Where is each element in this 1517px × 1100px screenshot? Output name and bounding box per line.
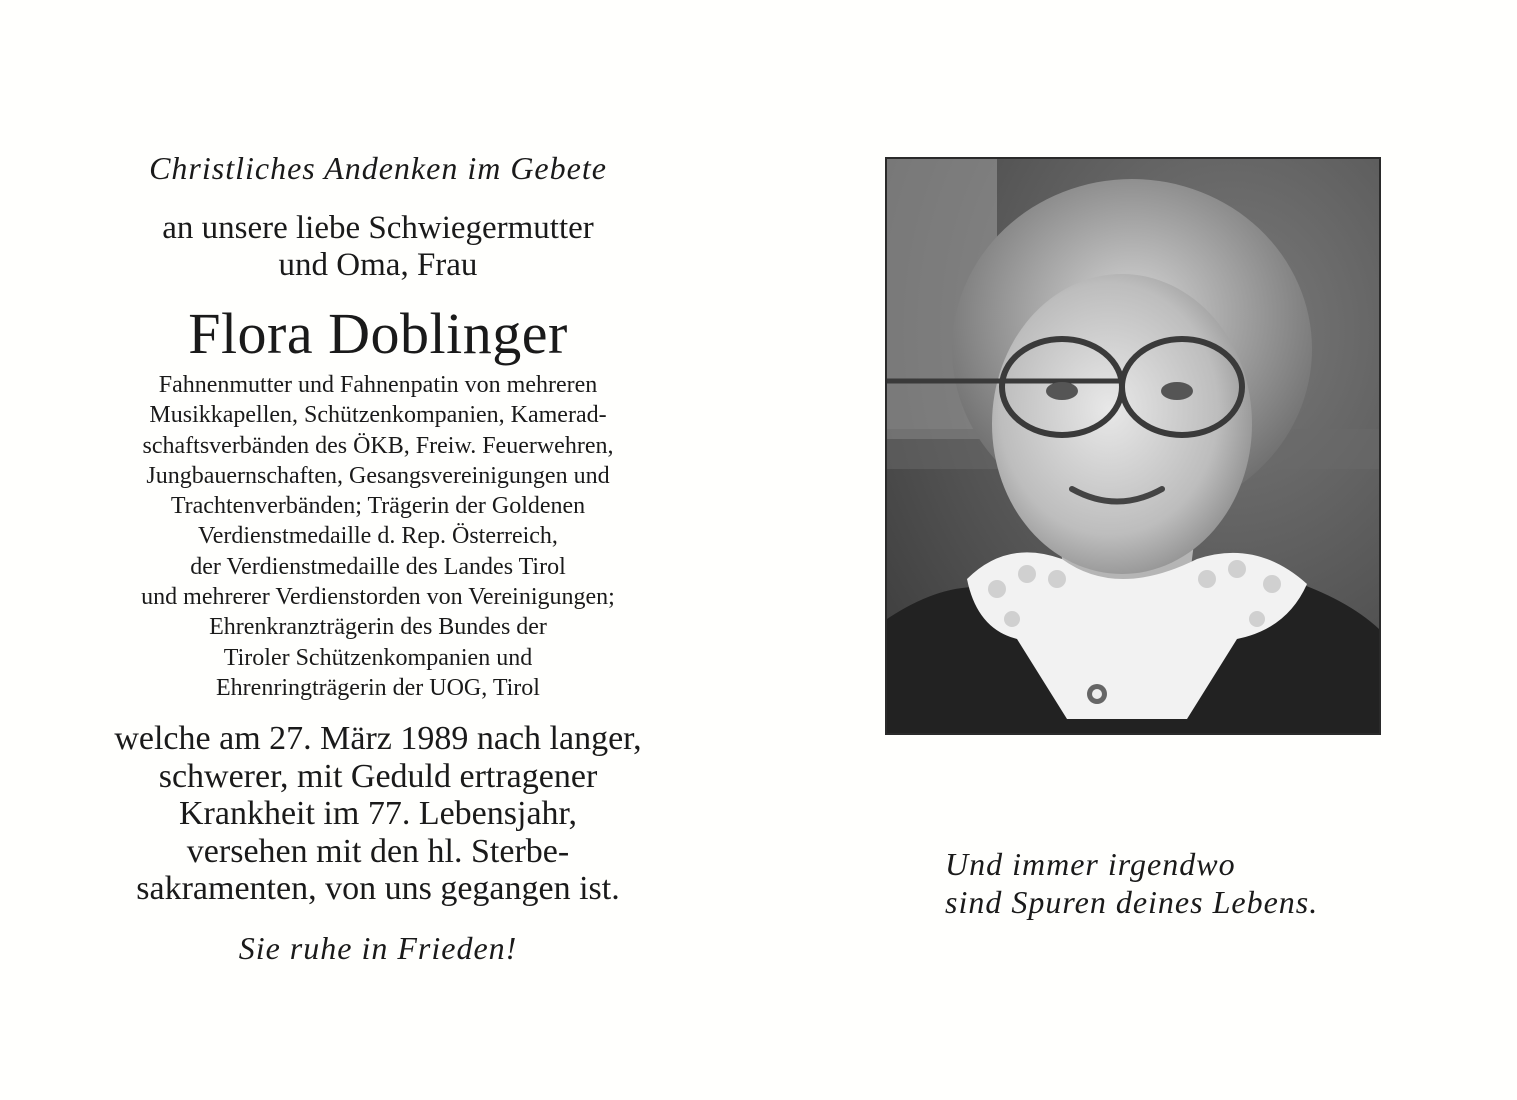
closing-line: Krankheit im 77. Lebensjahr, (178, 795, 578, 832)
bio-line: Verdienstmedaille d. Rep. Österreich, (198, 523, 558, 550)
bio-line: Tiroler Schützenkompanien und (223, 644, 533, 671)
biography (80, 370, 676, 703)
bio-line: schaftsverbänden des ÖKB, Freiw. Feuerwehren, (142, 432, 614, 459)
intro-line-2: und Oma, Frau (278, 247, 478, 283)
bio-line: Fahnenmutter und Fahnenpatin von mehreren (158, 372, 598, 398)
quote-line-2: sind Spuren deines Lebens. (945, 884, 1319, 920)
bio-line: Ehrenringträgerin der UOG, Tirol (216, 674, 540, 701)
closing-text (80, 720, 676, 908)
portrait-photo (885, 157, 1381, 735)
bio-line: Trachtenverbänden; Trägerin der Goldenen (170, 493, 586, 520)
bio-line: Musikkapellen, Schützenkompanien, Kamerad- (149, 402, 607, 429)
closing-line: sakramenten, von uns gegangen ist. (136, 870, 620, 907)
bio-line: und mehrerer Verdienstorden von Vereinigungen; (141, 584, 615, 611)
card-header: Christliches Andenken im Gebete (149, 150, 607, 186)
closing-line: welche am 27. März 1989 nach langer, (114, 720, 642, 757)
rest-in-peace: Sie ruhe in Frieden! (238, 930, 518, 966)
closing-line: schwerer, mit Geduld ertragener (158, 757, 598, 795)
deceased-name: Flora Doblinger (188, 301, 568, 366)
memorial-quote (945, 845, 1425, 921)
intro-line-1: an unsere liebe Schwiegermutter (162, 210, 594, 246)
bio-line: Jungbauernschaften, Gesangsvereinigungen und (146, 462, 610, 489)
bio-line: der Verdienstmedaille des Landes Tirol (190, 553, 566, 580)
quote-line-1: Und immer irgendwo (945, 846, 1236, 882)
closing-line: versehen mit den hl. Sterbe- (186, 832, 570, 870)
bio-line: Ehrenkranzträgerin des Bundes der (209, 614, 547, 641)
